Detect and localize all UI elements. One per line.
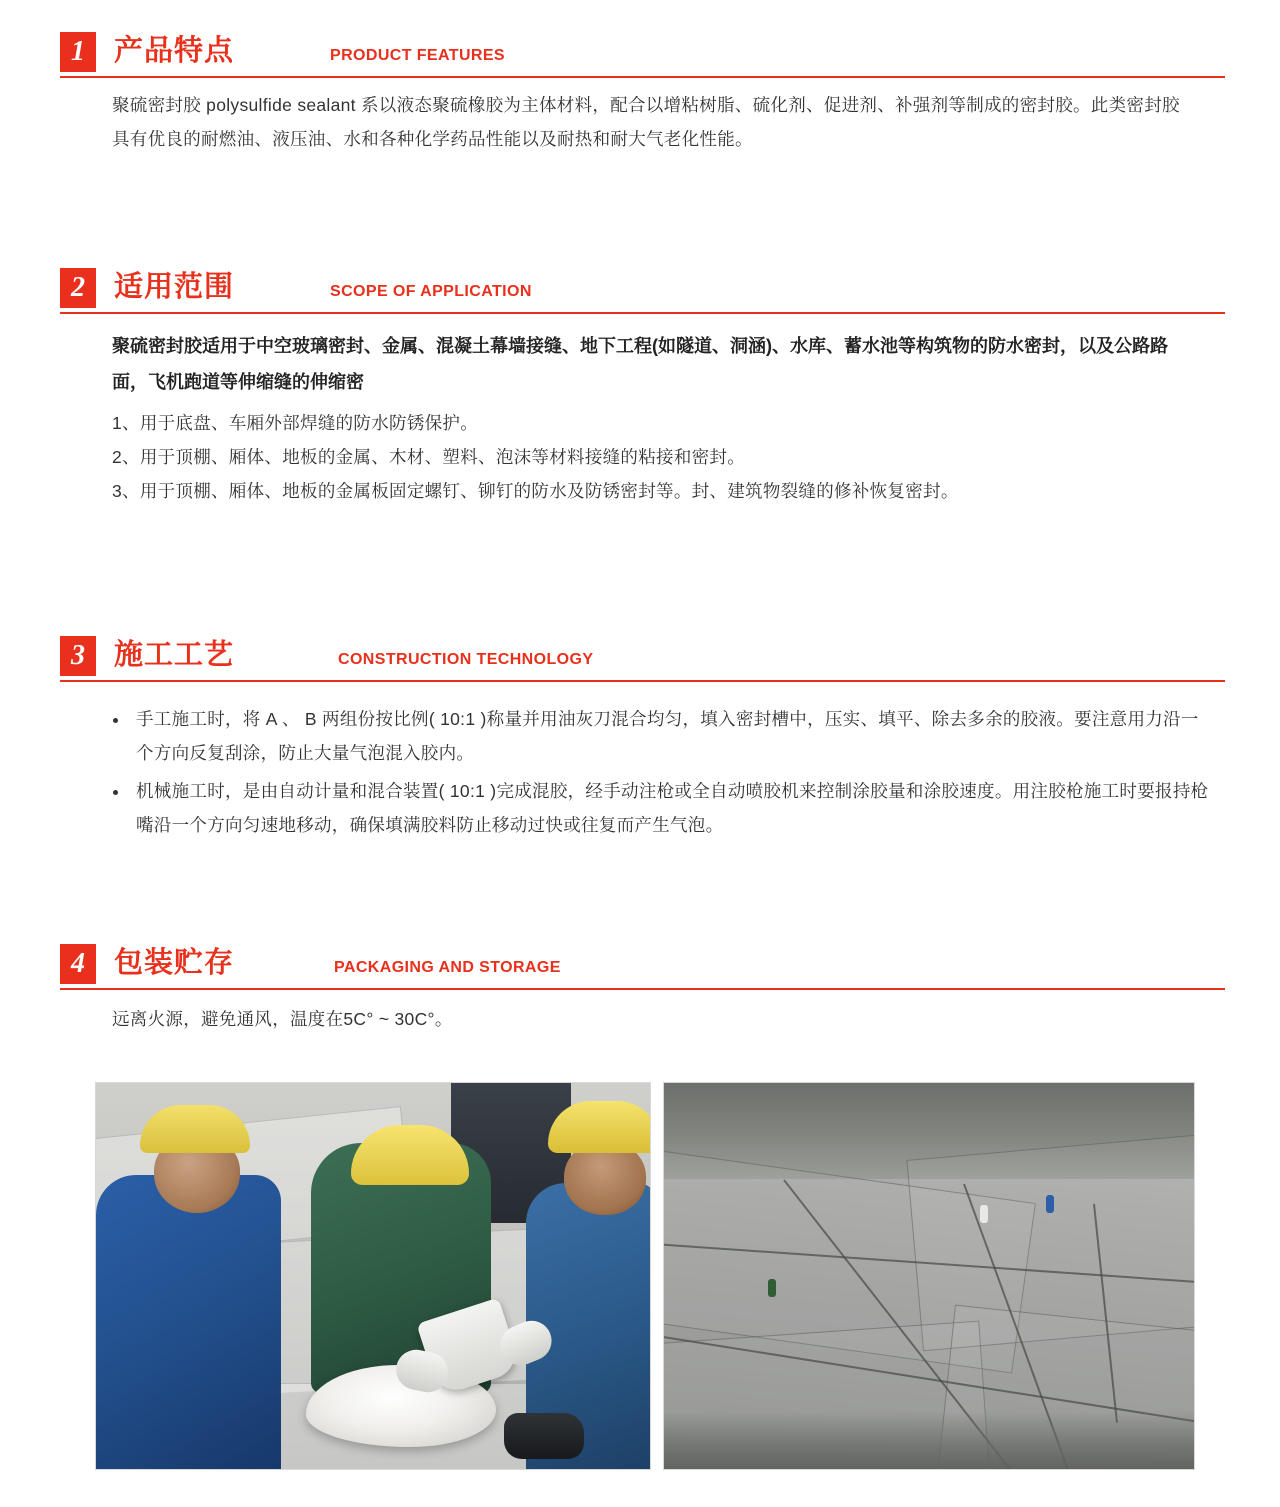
section-header	[60, 30, 1225, 76]
section-construction-technology	[0, 634, 1280, 835]
hard-hat-icon	[140, 1105, 250, 1153]
section-divider	[60, 680, 1225, 682]
section-title-cn: 产品特点	[114, 35, 235, 67]
list-item: • 手工施工时，将 A 、 B 两组份按比例( 10:1 )称量并用油灰刀混合均匀，填入密封槽中，压实、填平、除去多余的胶液。要注意用力沿一个方向反复刮涂，防止大量气泡混入胶内。	[130, 702, 1210, 770]
section-title-en: PRODUCT FEATURES	[330, 47, 505, 64]
section-title-cn: 施工工艺	[114, 639, 235, 671]
section-scope-of-application	[0, 266, 1280, 501]
section-paragraph: 聚硫密封胶 polysulfide sealant 系以液态聚硫橡胶为主体材料，配合以增粘树脂、硫化剂、促进剂、补强剂等制成的密封胶。此类密封胶具有优良的耐燃油、液压油、水和各种化学药品性能以及耐热和耐大气老化性能。	[112, 95, 1180, 149]
section-header	[60, 634, 1225, 680]
list-item: • 机械施工时，是由自动计量和混合装置( 10:1 )完成混胶，经手动注枪或全自动喷胶机来控制涂胶量和涂胶速度。用注胶枪施工时要报持枪嘴沿一个方向匀速地移动，确保填满胶料防止移动过快或往复而产生气泡。	[130, 774, 1210, 842]
slope-shadow	[664, 1411, 1194, 1469]
worker-figure	[768, 1279, 776, 1297]
concrete-dam-slope-photo	[663, 1082, 1195, 1470]
worker-figure	[1046, 1195, 1054, 1213]
tool-bag	[504, 1413, 584, 1459]
worker-blue-jacket	[96, 1175, 281, 1470]
section-title-en: SCOPE OF APPLICATION	[330, 283, 532, 300]
section-divider	[60, 312, 1225, 314]
list-item: 3、用于顶棚、厢体、地板的金属板固定螺钉、铆钉的防水及防锈密封等。封、建筑物裂缝的修补恢复密封。	[112, 481, 959, 501]
section-number-badge: 2	[60, 268, 96, 308]
list-item: 1、用于底盘、车厢外部焊缝的防水防锈保护。	[112, 413, 479, 433]
scope-item-list	[112, 406, 1187, 508]
section-number-badge: 3	[60, 636, 96, 676]
section-divider	[60, 988, 1225, 990]
section-title-cn: 包装贮存	[114, 947, 235, 979]
section-title-en: CONSTRUCTION TECHNOLOGY	[338, 651, 594, 668]
section-packaging-and-storage	[0, 942, 1280, 1029]
section-product-features	[0, 30, 1280, 149]
section-title-en: PACKAGING AND STORAGE	[334, 959, 561, 976]
section-title-cn: 适用范围	[114, 271, 235, 303]
section-number-badge: 1	[60, 32, 96, 72]
workers-mixing-sealant-photo	[95, 1082, 651, 1470]
photo-gallery	[95, 1082, 1195, 1470]
scope-lead-text: 聚硫密封胶适用于中空玻璃密封、金属、混凝土幕墙接缝、地下工程(如隧道、洞涵)、水库、蓄水池等构筑物的防水密封，以及公路路面，飞机跑道等伸缩缝的伸缩密	[112, 336, 1168, 392]
section-header	[60, 942, 1225, 988]
section-header	[60, 266, 1225, 312]
construction-bullet-list	[108, 702, 1210, 846]
worker-figure	[980, 1205, 988, 1223]
list-item: 2、用于顶棚、厢体、地板的金属、木材、塑料、泡沫等材料接缝的粘接和密封。	[112, 447, 746, 467]
section-number-badge: 4	[60, 944, 96, 984]
section-paragraph: 远离火源，避免通风，温度在5C° ~ 30C°。	[112, 1009, 453, 1029]
section-divider	[60, 76, 1225, 78]
